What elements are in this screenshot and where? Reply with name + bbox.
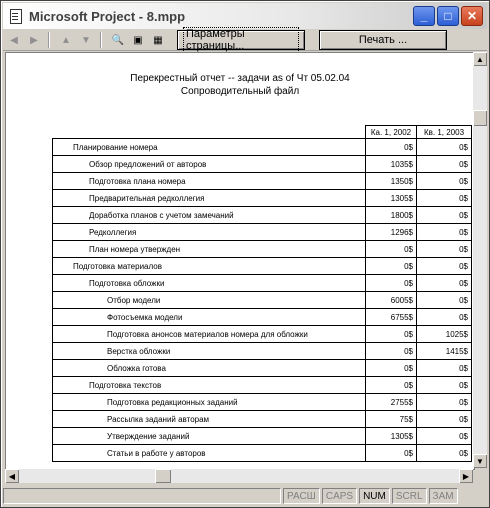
task-name-cell: Подготовка текстов [53,377,366,394]
cost-cell: 0$ [417,139,472,156]
vertical-scroll-thumb[interactable] [473,110,487,126]
task-name-cell: Подготовка обложки [53,275,366,292]
table-row [53,190,472,207]
horizontal-scrollbar[interactable] [5,469,473,483]
cost-cell: 0$ [366,258,417,275]
table-row [53,292,472,309]
cost-cell: 0$ [417,173,472,190]
maximize-button[interactable] [437,6,459,26]
cost-cell: 1415$ [417,343,472,360]
table-row [53,224,472,241]
table-row [53,258,472,275]
arrow-down-icon: ▼ [81,34,91,46]
multiple-pages-button[interactable] [149,32,167,48]
table-row [53,275,472,292]
one-page-button[interactable] [129,32,147,48]
column-header: Ка. 1, 2002 [366,126,417,139]
cost-cell: 0$ [417,360,472,377]
task-name-cell: Верстка обложки [53,343,366,360]
project-app-icon [7,8,23,24]
print-preview-page [5,52,475,470]
cost-cell: 0$ [366,139,417,156]
status-indicator-зам: ЗАМ [429,488,458,504]
task-name-cell: Фотосъемка модели [53,309,366,326]
close-button[interactable] [461,6,483,26]
table-row [53,156,472,173]
task-name-cell: Предварительная редколлегия [53,190,366,207]
maximize-icon: □ [444,9,452,23]
table-row [53,360,472,377]
toolbar-separator [100,32,102,48]
task-name-cell: Подготовка анонсов материалов номера для обложки [53,326,366,343]
table-row [53,139,472,156]
horizontal-scroll-thumb[interactable] [155,469,171,483]
cost-cell: 0$ [417,445,472,462]
report-title: Перекрестный отчет -- задачи as of Чт 05.02.04 [130,73,350,84]
scroll-up-icon: ▲ [476,54,484,64]
cost-cell: 0$ [366,275,417,292]
table-row [53,173,472,190]
task-name-cell: Утверждение заданий [53,428,366,445]
cost-cell: 0$ [417,258,472,275]
header-corner [53,126,366,139]
cost-cell: 0$ [366,445,417,462]
cost-cell: 1800$ [366,207,417,224]
status-indicator-расш: РАСШ [283,488,320,504]
task-name-cell: Подготовка плана номера [53,173,366,190]
cost-cell: 0$ [417,224,472,241]
cost-cell: 0$ [417,207,472,224]
scroll-left-button[interactable] [5,469,19,483]
print-label: Печать ... [358,34,408,46]
task-name-cell: Рассылка заданий авторам [53,411,366,428]
zoom-button[interactable] [109,32,127,48]
crosstab-table [52,125,472,462]
zoom-icon: 🔍 [111,34,125,46]
table-row [53,207,472,224]
cost-cell: 1025$ [417,326,472,343]
cost-cell: 1350$ [366,173,417,190]
page-up-button[interactable] [57,32,75,48]
table-row [53,241,472,258]
arrow-up-icon: ▲ [61,34,71,46]
cost-cell: 0$ [417,275,472,292]
cost-cell: 0$ [417,411,472,428]
cost-cell: 75$ [366,411,417,428]
status-indicator-scrl: SCRL [392,488,427,504]
task-name-cell: Подготовка материалов [53,258,366,275]
cost-cell: 0$ [417,377,472,394]
one-page-icon: ▣ [133,34,143,46]
cost-cell: 0$ [366,360,417,377]
task-name-cell: Статьи в работе у авторов [53,445,366,462]
page-setup-button[interactable] [177,30,305,50]
task-name-cell: Обложка готова [53,360,366,377]
arrow-left-icon: ◀ [10,34,18,46]
scroll-down-button[interactable] [473,454,487,468]
title-bar[interactable] [3,3,487,29]
table-row [53,428,472,445]
cost-cell: 2755$ [366,394,417,411]
cost-cell: 6755$ [366,309,417,326]
table-row [53,377,472,394]
cost-cell: 0$ [417,241,472,258]
cost-cell: 0$ [366,343,417,360]
cost-cell: 0$ [417,428,472,445]
task-name-cell: Доработка планов с учетом замечаний [53,207,366,224]
table-row [53,445,472,462]
cost-cell: 0$ [366,377,417,394]
cost-cell: 0$ [366,241,417,258]
arrow-right-icon: ▶ [30,34,38,46]
task-name-cell: Обзор предложений от авторов [53,156,366,173]
scroll-right-button[interactable] [459,469,473,483]
status-indicator-caps: CAPS [322,488,357,504]
cost-cell: 0$ [417,190,472,207]
minimize-icon: _ [420,9,428,23]
cost-cell: 6005$ [366,292,417,309]
table-row [53,309,472,326]
table-row [53,411,472,428]
cost-cell: 0$ [366,326,417,343]
page-down-button[interactable] [77,32,95,48]
status-indicator-num: NUM [359,488,390,504]
cost-cell: 1305$ [366,190,417,207]
minimize-button[interactable] [413,6,435,26]
close-icon: ✕ [466,9,478,23]
cost-cell: 0$ [417,156,472,173]
vertical-scrollbar[interactable] [473,52,487,468]
cost-cell: 0$ [417,394,472,411]
toolbar-separator [48,32,50,48]
status-bar [3,487,487,505]
report-subtitle: Сопроводительный файл [180,86,300,97]
cost-cell: 1035$ [366,156,417,173]
scroll-down-icon: ▼ [476,456,484,466]
cost-cell: 0$ [417,292,472,309]
scroll-right-icon: ▶ [462,471,470,481]
scroll-up-button[interactable] [473,52,487,66]
page-setup-label: Параметры страницы... [184,28,298,52]
task-name-cell: Планирование номера [53,139,366,156]
table-row [53,326,472,343]
column-header: Кв. 1, 2003 [417,126,472,139]
multiple-pages-icon: ▦ [153,34,163,46]
window-title: Microsoft Project - 8.mpp [29,8,186,24]
cost-cell: 1296$ [366,224,417,241]
cost-cell: 1305$ [366,428,417,445]
page-right-button[interactable] [25,32,43,48]
task-name-cell: Редколлегия [53,224,366,241]
cost-cell: 0$ [417,309,472,326]
scroll-left-icon: ◀ [8,471,16,481]
table-row [53,394,472,411]
page-left-button[interactable] [5,32,23,48]
task-name-cell: План номера утвержден [53,241,366,258]
task-name-cell: Отбор модели [53,292,366,309]
status-message [3,488,281,504]
table-header-row [53,126,472,139]
preview-toolbar [3,30,487,51]
task-name-cell: Подготовка редакционных заданий [53,394,366,411]
table-row [53,343,472,360]
print-button[interactable] [319,30,447,50]
